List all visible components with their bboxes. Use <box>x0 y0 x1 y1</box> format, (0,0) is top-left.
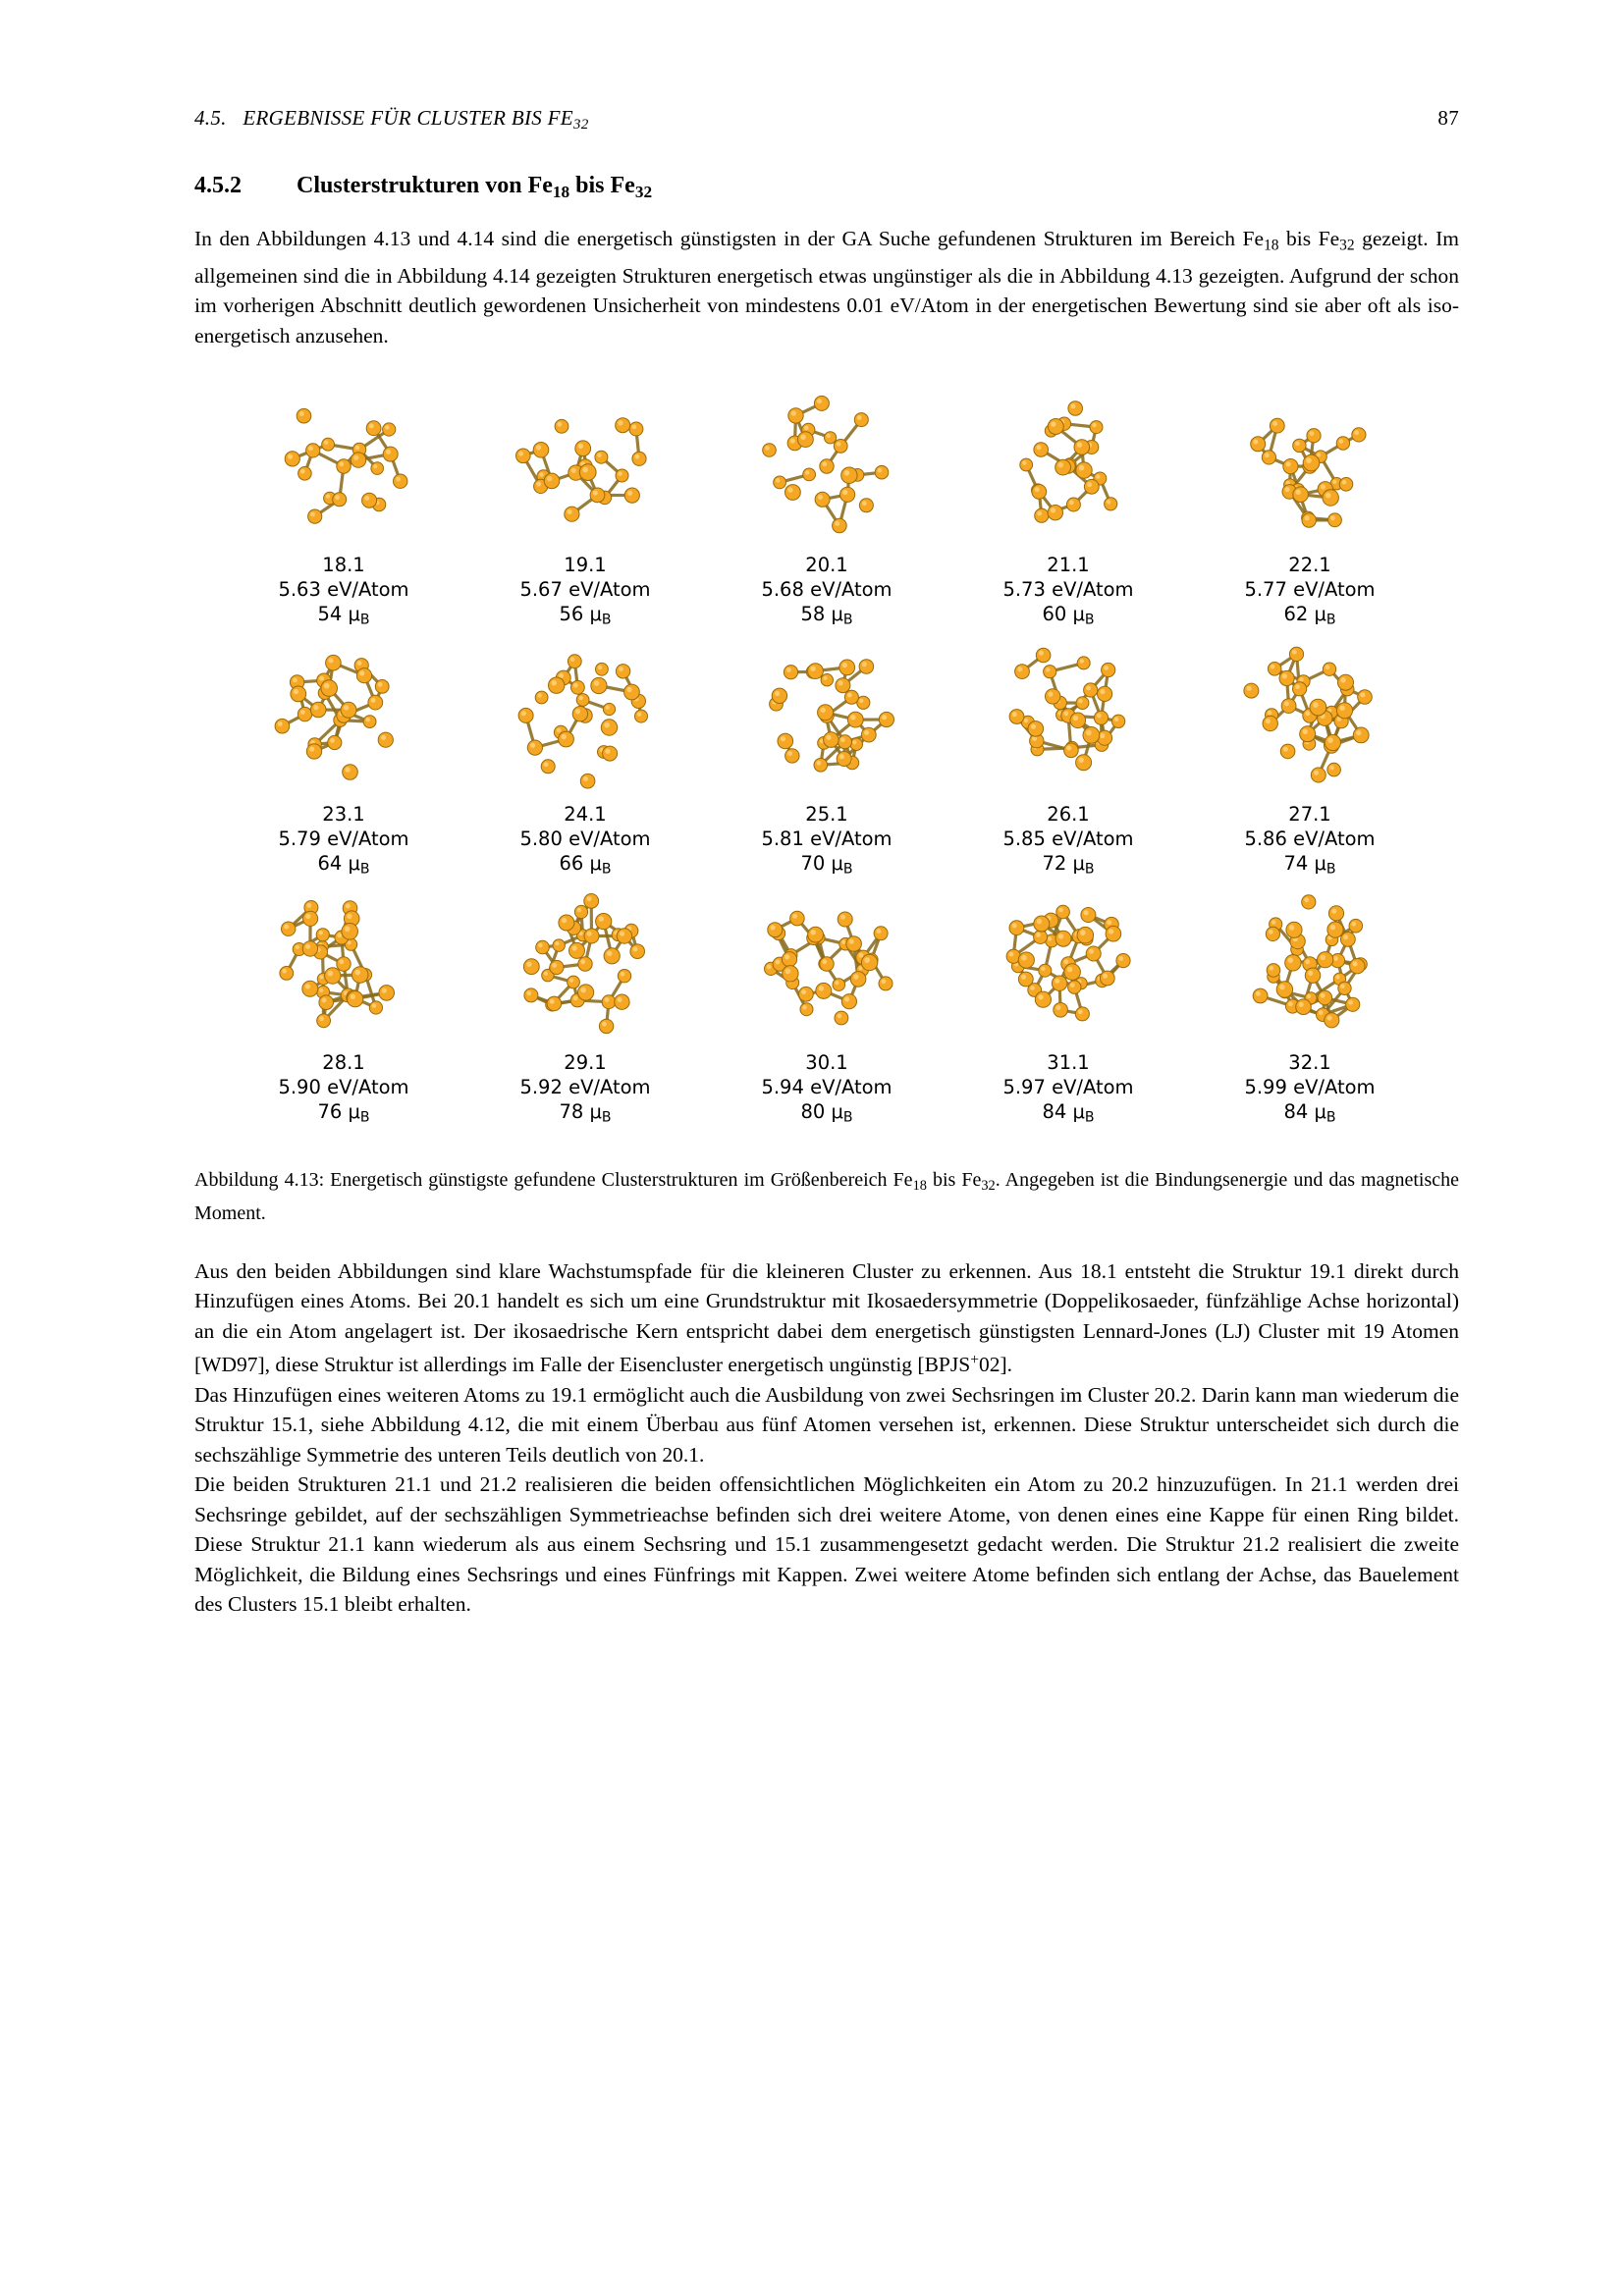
cluster-energy: 5.85 eV/Atom <box>1002 827 1134 850</box>
cluster-moment: 66 μB <box>559 851 612 878</box>
figure-caption-label: Abbildung 4.13: <box>194 1168 325 1191</box>
cluster-caption <box>519 1050 650 1131</box>
running-head-section-number: 4.5. <box>194 106 227 130</box>
cluster-cell-30-1 <box>716 881 938 1131</box>
section-heading-sub1: 18 <box>552 183 570 202</box>
cluster-render <box>977 384 1160 549</box>
cluster-moment: 76 μB <box>317 1100 370 1126</box>
cluster-structure-26-1 <box>977 633 1160 798</box>
cluster-energy: 5.81 eV/Atom <box>761 827 893 850</box>
cluster-structure-19-1 <box>494 384 676 549</box>
cluster-id: 27.1 <box>1288 802 1331 826</box>
cluster-id: 23.1 <box>322 802 365 826</box>
cluster-cell-32-1 <box>1199 881 1421 1131</box>
paragraph-3 <box>194 1469 1459 1620</box>
cluster-moment: 64 μB <box>317 851 370 878</box>
cluster-id: 26.1 <box>1047 802 1090 826</box>
cluster-energy: 5.90 eV/Atom <box>278 1076 409 1099</box>
cluster-energy: 5.73 eV/Atom <box>1002 578 1134 602</box>
cluster-caption <box>1002 802 1133 882</box>
cluster-caption <box>519 553 650 633</box>
cluster-id: 20.1 <box>805 554 848 577</box>
paragraph-3-text: Die beiden Strukturen 21.1 und 21.2 realisieren die beiden offensichtlichen Möglichkeiten ein Atom zu 20.2 hinzuzufügen. In 21.1 werden drei Sechsringe gebildet, auf der sechszähligen Symmetrieachse befinden sich drei weitere Atome, von denen eines eine Kappe für einen Ring bildet. Diese Struktur 21.1 kann wiederum als aus einem Sechsring und 15.1 zusammengesetzt gedacht werden. Die Struktur 21.2 realisiert die zweite Möglichkeit, die Bildung eines Sechsrings und eines Fünfrings mit Kappen. Zwei weitere Atome befinden sich entlang der Achse, das Bauelement des Clusters 15.1 bleibt erhalten. <box>194 1472 1459 1617</box>
cluster-row <box>233 633 1421 882</box>
cluster-energy: 5.77 eV/Atom <box>1244 578 1376 602</box>
cluster-render <box>735 881 918 1046</box>
cluster-cell-27-1 <box>1199 633 1421 882</box>
cluster-row <box>233 881 1421 1131</box>
cluster-energy: 5.79 eV/Atom <box>278 827 409 850</box>
cluster-moment: 62 μB <box>1283 603 1336 628</box>
cluster-moment: 60 μB <box>1042 603 1095 628</box>
cluster-render <box>494 633 676 798</box>
cluster-moment: 84 μB <box>1042 1100 1095 1126</box>
cluster-structure-22-1 <box>1218 384 1401 549</box>
cluster-caption <box>761 802 892 882</box>
cluster-cell-23-1 <box>233 633 455 882</box>
cluster-moment: 72 μB <box>1042 851 1095 878</box>
cluster-id: 18.1 <box>322 554 365 577</box>
cluster-energy: 5.94 eV/Atom <box>761 1076 893 1099</box>
section-heading <box>194 173 1459 202</box>
section-heading-number: 4.5.2 <box>194 173 242 199</box>
cluster-caption <box>278 553 408 633</box>
cluster-structure-31-1 <box>977 881 1160 1046</box>
cluster-caption <box>278 1050 408 1131</box>
cluster-render <box>735 384 918 549</box>
cluster-cell-29-1 <box>474 881 696 1131</box>
cluster-structure-28-1 <box>252 881 435 1046</box>
cluster-moment: 74 μB <box>1283 851 1336 878</box>
cluster-moment: 56 μB <box>559 603 612 628</box>
cluster-structure-18-1 <box>252 384 435 549</box>
cluster-moment: 70 μB <box>800 851 853 878</box>
figure-caption <box>194 1166 1459 1227</box>
cluster-render <box>252 881 435 1046</box>
intro-paragraph <box>194 224 1459 350</box>
cluster-energy: 5.92 eV/Atom <box>519 1076 651 1099</box>
cluster-render <box>1218 384 1401 549</box>
cluster-cell-19-1 <box>474 384 696 633</box>
section-heading-title-mid: bis Fe <box>569 173 635 199</box>
cluster-energy: 5.67 eV/Atom <box>519 578 651 602</box>
cluster-id: 25.1 <box>805 802 848 826</box>
figure-4-13 <box>194 384 1459 1227</box>
cluster-caption <box>761 553 892 633</box>
cluster-row <box>233 384 1421 633</box>
cluster-structure-25-1 <box>735 633 918 798</box>
paragraph-1-text: Aus den beiden Abbildungen sind klare Wachstumspfade für die kleineren Cluster zu erkennen. Aus 18.1 entsteht die Struktur 19.1 direkt durch Hinzufügen eines Atoms. Bei 20.1 handelt es sich um eine Grundstruktur mit Ikosaedersymmetrie (Doppelikosaeder, fünfzählige Achse horizontal) an die ein Atom angelagert ist. Der ikosaedrische Kern entspricht dabei dem energetisch günstigsten Lennard-Jones (LJ) Cluster mit 19 Atomen [WD97], diese Struktur ist allerdings im Falle der Eisencluster energetisch ungünstig [BPJS+02]. <box>194 1258 1459 1377</box>
cluster-id: 28.1 <box>322 1051 365 1075</box>
cluster-energy: 5.80 eV/Atom <box>519 827 651 850</box>
cluster-structure-32-1 <box>1218 881 1401 1046</box>
cluster-render <box>977 633 1160 798</box>
cluster-render <box>1218 633 1401 798</box>
cluster-render <box>494 881 676 1046</box>
cluster-structure-30-1 <box>735 881 918 1046</box>
paragraph-2 <box>194 1380 1459 1470</box>
page-content <box>194 106 1459 1620</box>
figure-caption-text: Energetisch günstigste gefundene Clusterstrukturen im Größenbereich $Fe_{18}$ bis $Fe_{32}$. Angegeben ist die Bindungsenergie und das magnetische Moment. <box>194 1168 1459 1224</box>
cluster-cell-21-1 <box>957 384 1179 633</box>
cluster-render <box>494 384 676 549</box>
cluster-grid <box>194 384 1459 1131</box>
paragraph-1 <box>194 1256 1459 1380</box>
cluster-moment: 84 μB <box>1283 1100 1336 1126</box>
cluster-id: 21.1 <box>1047 554 1090 577</box>
cluster-cell-31-1 <box>957 881 1179 1131</box>
cluster-render <box>252 633 435 798</box>
cluster-render <box>977 881 1160 1046</box>
cluster-structure-23-1 <box>252 633 435 798</box>
cluster-id: 29.1 <box>564 1051 607 1075</box>
cluster-render <box>1218 881 1401 1046</box>
cluster-render <box>252 384 435 549</box>
cluster-cell-22-1 <box>1199 384 1421 633</box>
running-head-left <box>194 106 589 133</box>
cluster-id: 30.1 <box>805 1051 848 1075</box>
cluster-caption <box>278 802 408 882</box>
cluster-caption <box>519 802 650 882</box>
cluster-moment: 80 μB <box>800 1100 853 1126</box>
cluster-caption <box>761 1050 892 1131</box>
cluster-cell-25-1 <box>716 633 938 882</box>
cluster-moment: 54 μB <box>317 603 370 628</box>
cluster-energy: 5.63 eV/Atom <box>278 578 409 602</box>
section-heading-sub2: 32 <box>634 183 653 202</box>
cluster-cell-26-1 <box>957 633 1179 882</box>
intro-paragraph-text: In den Abbildungen 4.13 und 4.14 sind die energetisch günstigsten in der GA Suche gefundenen Strukturen im Bereich $Fe_{18}$ bis $Fe_{32}$ gezeigt. Im allgemeinen sind die in Abbildung 4.14 gezeigten Strukturen energetisch etwas ungünstiger als die in Abbildung 4.13 gezeigten. Aufgrund der schon im vorherigen Abschnitt deutlich gewordenen Unsicherheit von mindestens 0.01 eV/Atom in der energetischen Bewertung sind sie aber oft als iso-energetisch anzusehen. <box>194 227 1459 347</box>
cluster-structure-20-1 <box>735 384 918 549</box>
cluster-id: 22.1 <box>1288 554 1331 577</box>
cluster-moment: 58 μB <box>800 603 853 628</box>
cluster-structure-21-1 <box>977 384 1160 549</box>
cluster-id: 19.1 <box>564 554 607 577</box>
cluster-cell-18-1 <box>233 384 455 633</box>
cluster-id: 32.1 <box>1288 1051 1331 1075</box>
cluster-caption <box>1244 1050 1375 1131</box>
section-heading-title <box>297 173 652 202</box>
running-head <box>194 106 1459 133</box>
cluster-energy: 5.97 eV/Atom <box>1002 1076 1134 1099</box>
cluster-energy: 5.86 eV/Atom <box>1244 827 1376 850</box>
cluster-id: 24.1 <box>564 802 607 826</box>
cluster-cell-28-1 <box>233 881 455 1131</box>
cluster-id: 31.1 <box>1047 1051 1090 1075</box>
cluster-caption <box>1002 1050 1133 1131</box>
cluster-energy: 5.99 eV/Atom <box>1244 1076 1376 1099</box>
cluster-cell-20-1 <box>716 384 938 633</box>
page-number: 87 <box>1437 106 1459 130</box>
cluster-energy: 5.68 eV/Atom <box>761 578 893 602</box>
cluster-cell-24-1 <box>474 633 696 882</box>
cluster-moment: 78 μB <box>559 1100 612 1126</box>
cluster-structure-29-1 <box>494 881 676 1046</box>
body-text-block <box>194 1256 1459 1620</box>
paragraph-2-text: Das Hinzufügen eines weiteren Atoms zu 19.1 ermöglicht auch die Ausbildung von zwei Sechsringen im Cluster 20.2. Darin kann man wiederum die Struktur 15.1, siehe Abbildung 4.12, die mit einem Überbau aus fünf Atomen versehen ist, erkennen. Diese Struktur unterscheidet sich durch die sechszählige Symmetrie des unteren Teils deutlich von 20.1. <box>194 1382 1459 1467</box>
cluster-caption <box>1002 553 1133 633</box>
cluster-caption <box>1244 553 1375 633</box>
running-head-subscript: 32 <box>572 117 589 133</box>
cluster-caption <box>1244 802 1375 882</box>
cluster-structure-24-1 <box>494 633 676 798</box>
cluster-render <box>735 633 918 798</box>
section-heading-title-pre: Clusterstrukturen von Fe <box>297 173 553 199</box>
running-head-title: ERGEBNISSE FÜR CLUSTER BIS FE <box>243 106 573 130</box>
cluster-structure-27-1 <box>1218 633 1401 798</box>
